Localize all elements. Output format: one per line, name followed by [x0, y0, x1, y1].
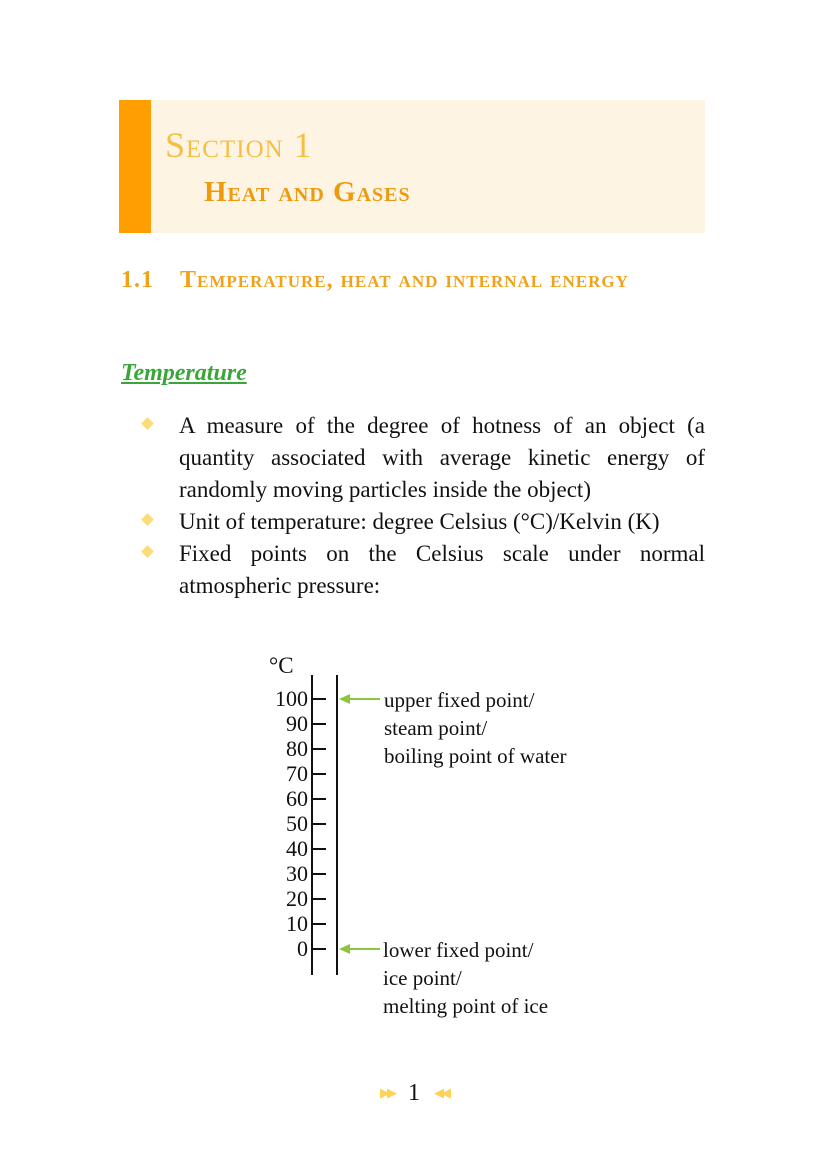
section-title: Section 1 [165, 125, 313, 165]
label-line: melting point of ice [383, 994, 549, 1018]
tick-label: 40 [286, 836, 308, 861]
label-line: upper fixed point/ [384, 688, 535, 712]
tick-label: 70 [286, 761, 308, 786]
label-line: steam point/ [384, 716, 488, 740]
subheading-temperature: Temperature [121, 360, 247, 386]
upper-fixed-point-label [384, 686, 567, 770]
lower-fixed-point-label [383, 936, 548, 1020]
tick-label: 20 [286, 886, 308, 911]
bullet-text: Unit of temperature: degree Celsius (°C)/Kelvin (K) [179, 509, 660, 534]
tick-label: 10 [286, 911, 308, 936]
label-line: ice point/ [383, 966, 462, 990]
forward-arrows-icon: ▶▶ [380, 1085, 394, 1100]
label-line: boiling point of water [384, 744, 567, 768]
tick-label: 90 [286, 711, 308, 736]
tick-label: 80 [286, 736, 308, 761]
bullet-text: Fixed points on the Celsius scale under normal atmospheric pressure: [179, 541, 705, 598]
tick-label: 30 [286, 861, 308, 886]
page-number: 1 [408, 1080, 420, 1106]
tick-label: 50 [286, 811, 308, 836]
label-line: lower fixed point/ [383, 938, 534, 962]
section-subtitle: Heat and Gases [204, 176, 411, 208]
unit-label: °C [269, 653, 294, 678]
upper-arrow-icon [339, 694, 380, 704]
bullet-text: A measure of the degree of hotness of an object (a quantity associated with average kinetic energy of randomly moving particles inside the object) [179, 413, 705, 502]
lower-arrow-icon [339, 944, 380, 954]
tick-label: 0 [297, 936, 308, 961]
backward-arrows-icon: ◀◀ [434, 1085, 448, 1100]
heading-title: Temperature, heat and internal energy [180, 267, 629, 293]
tick-label: 60 [286, 786, 308, 811]
tick-label: 100 [275, 686, 308, 711]
page-footer [380, 1080, 448, 1107]
heading-number: 1.1 [121, 267, 154, 293]
